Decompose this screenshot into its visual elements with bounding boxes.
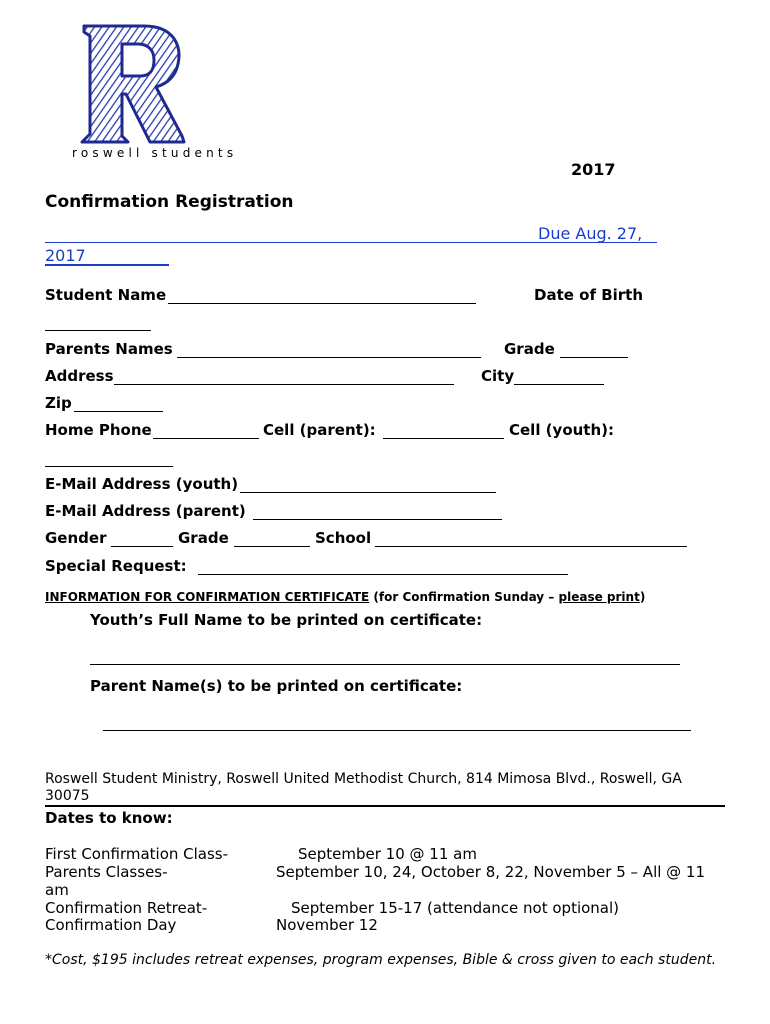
date-row-value: November 12: [276, 916, 378, 934]
parent-name-label: Parent Name(s) to be printed on certificate:: [90, 677, 463, 695]
zip-field[interactable]: [74, 411, 163, 412]
year: 2017: [571, 160, 616, 179]
certificate-heading: INFORMATION FOR CONFIRMATION CERTIFICATE: [45, 590, 370, 604]
student-name-label: Student Name: [45, 286, 167, 304]
city-field[interactable]: [514, 384, 604, 385]
home-phone-field[interactable]: [153, 438, 259, 439]
grade-field-2[interactable]: [234, 546, 310, 547]
zip-label: Zip: [45, 394, 72, 412]
certificate-heading-row: [45, 590, 645, 604]
certificate-note-link: please print: [558, 590, 640, 604]
email-parent-field[interactable]: [253, 519, 502, 520]
address-label: Address: [45, 367, 114, 385]
cost-note: *Cost, $195 includes retreat expenses, program expenses, Bible & cross given to each student.: [45, 952, 717, 968]
ministry-address-line2: 30075: [45, 788, 90, 804]
address-field[interactable]: [114, 384, 454, 385]
special-request-label: Special Request:: [45, 557, 187, 575]
gender-field[interactable]: [111, 546, 173, 547]
parents-names-label: Parents Names: [45, 340, 173, 358]
youth-name-label: Youth’s Full Name to be printed on certificate:: [90, 611, 483, 629]
parents-names-field[interactable]: [177, 357, 481, 358]
youth-name-field[interactable]: [90, 664, 680, 665]
city-label: City: [481, 367, 515, 385]
email-parent-label: E-Mail Address (parent): [45, 502, 246, 520]
ministry-address-line1: Roswell Student Ministry, Roswell United Methodist Church, 814 Mimosa Blvd., Roswell, GA: [45, 771, 682, 787]
date-row-value: September 15-17 (attendance not optional): [291, 899, 620, 917]
date-row-label: Parents Classes-: [45, 863, 168, 881]
date-of-birth-label: Date of Birth: [534, 286, 644, 304]
email-youth-field[interactable]: [240, 492, 496, 493]
date-row-label: Confirmation Day: [45, 916, 177, 934]
student-name-field[interactable]: [168, 303, 476, 304]
school-label: School: [315, 529, 372, 547]
section-divider: [45, 805, 725, 807]
cell-parent-label: Cell (parent):: [263, 421, 376, 439]
dates-heading: Dates to know:: [45, 809, 173, 827]
cell-parent-field[interactable]: [383, 438, 504, 439]
due-underline-2: [45, 264, 169, 266]
roswell-students-logo: [78, 18, 190, 150]
cell-youth-label: Cell (youth):: [509, 421, 615, 439]
date-row-value: September 10, 24, October 8, 22, November 5 – All @ 11: [276, 863, 706, 881]
grade-label: Grade: [504, 340, 555, 358]
certificate-note-post: ): [639, 590, 646, 604]
due-date-line1: Due Aug. 27,: [538, 224, 643, 243]
logo-subtitle: roswell students: [72, 146, 238, 160]
grade-field[interactable]: [560, 357, 628, 358]
due-date-line2: 2017: [45, 246, 86, 265]
cell-youth-field[interactable]: [45, 466, 173, 467]
date-of-birth-field[interactable]: [45, 330, 151, 331]
school-field[interactable]: [375, 546, 687, 547]
date-row-label: Confirmation Retreat-: [45, 899, 208, 917]
parent-name-field[interactable]: [103, 730, 691, 731]
grade-label-2: Grade: [178, 529, 229, 547]
special-request-field[interactable]: [198, 574, 568, 575]
email-youth-label: E-Mail Address (youth): [45, 475, 239, 493]
page-title: Confirmation Registration: [45, 192, 294, 212]
gender-label: Gender: [45, 529, 107, 547]
date-row-value: September 10 @ 11 am: [298, 845, 477, 863]
home-phone-label: Home Phone: [45, 421, 152, 439]
certificate-note-pre: (for Confirmation Sunday –: [369, 590, 559, 604]
date-row-label: First Confirmation Class-: [45, 845, 229, 863]
date-row-label: am: [45, 881, 69, 899]
